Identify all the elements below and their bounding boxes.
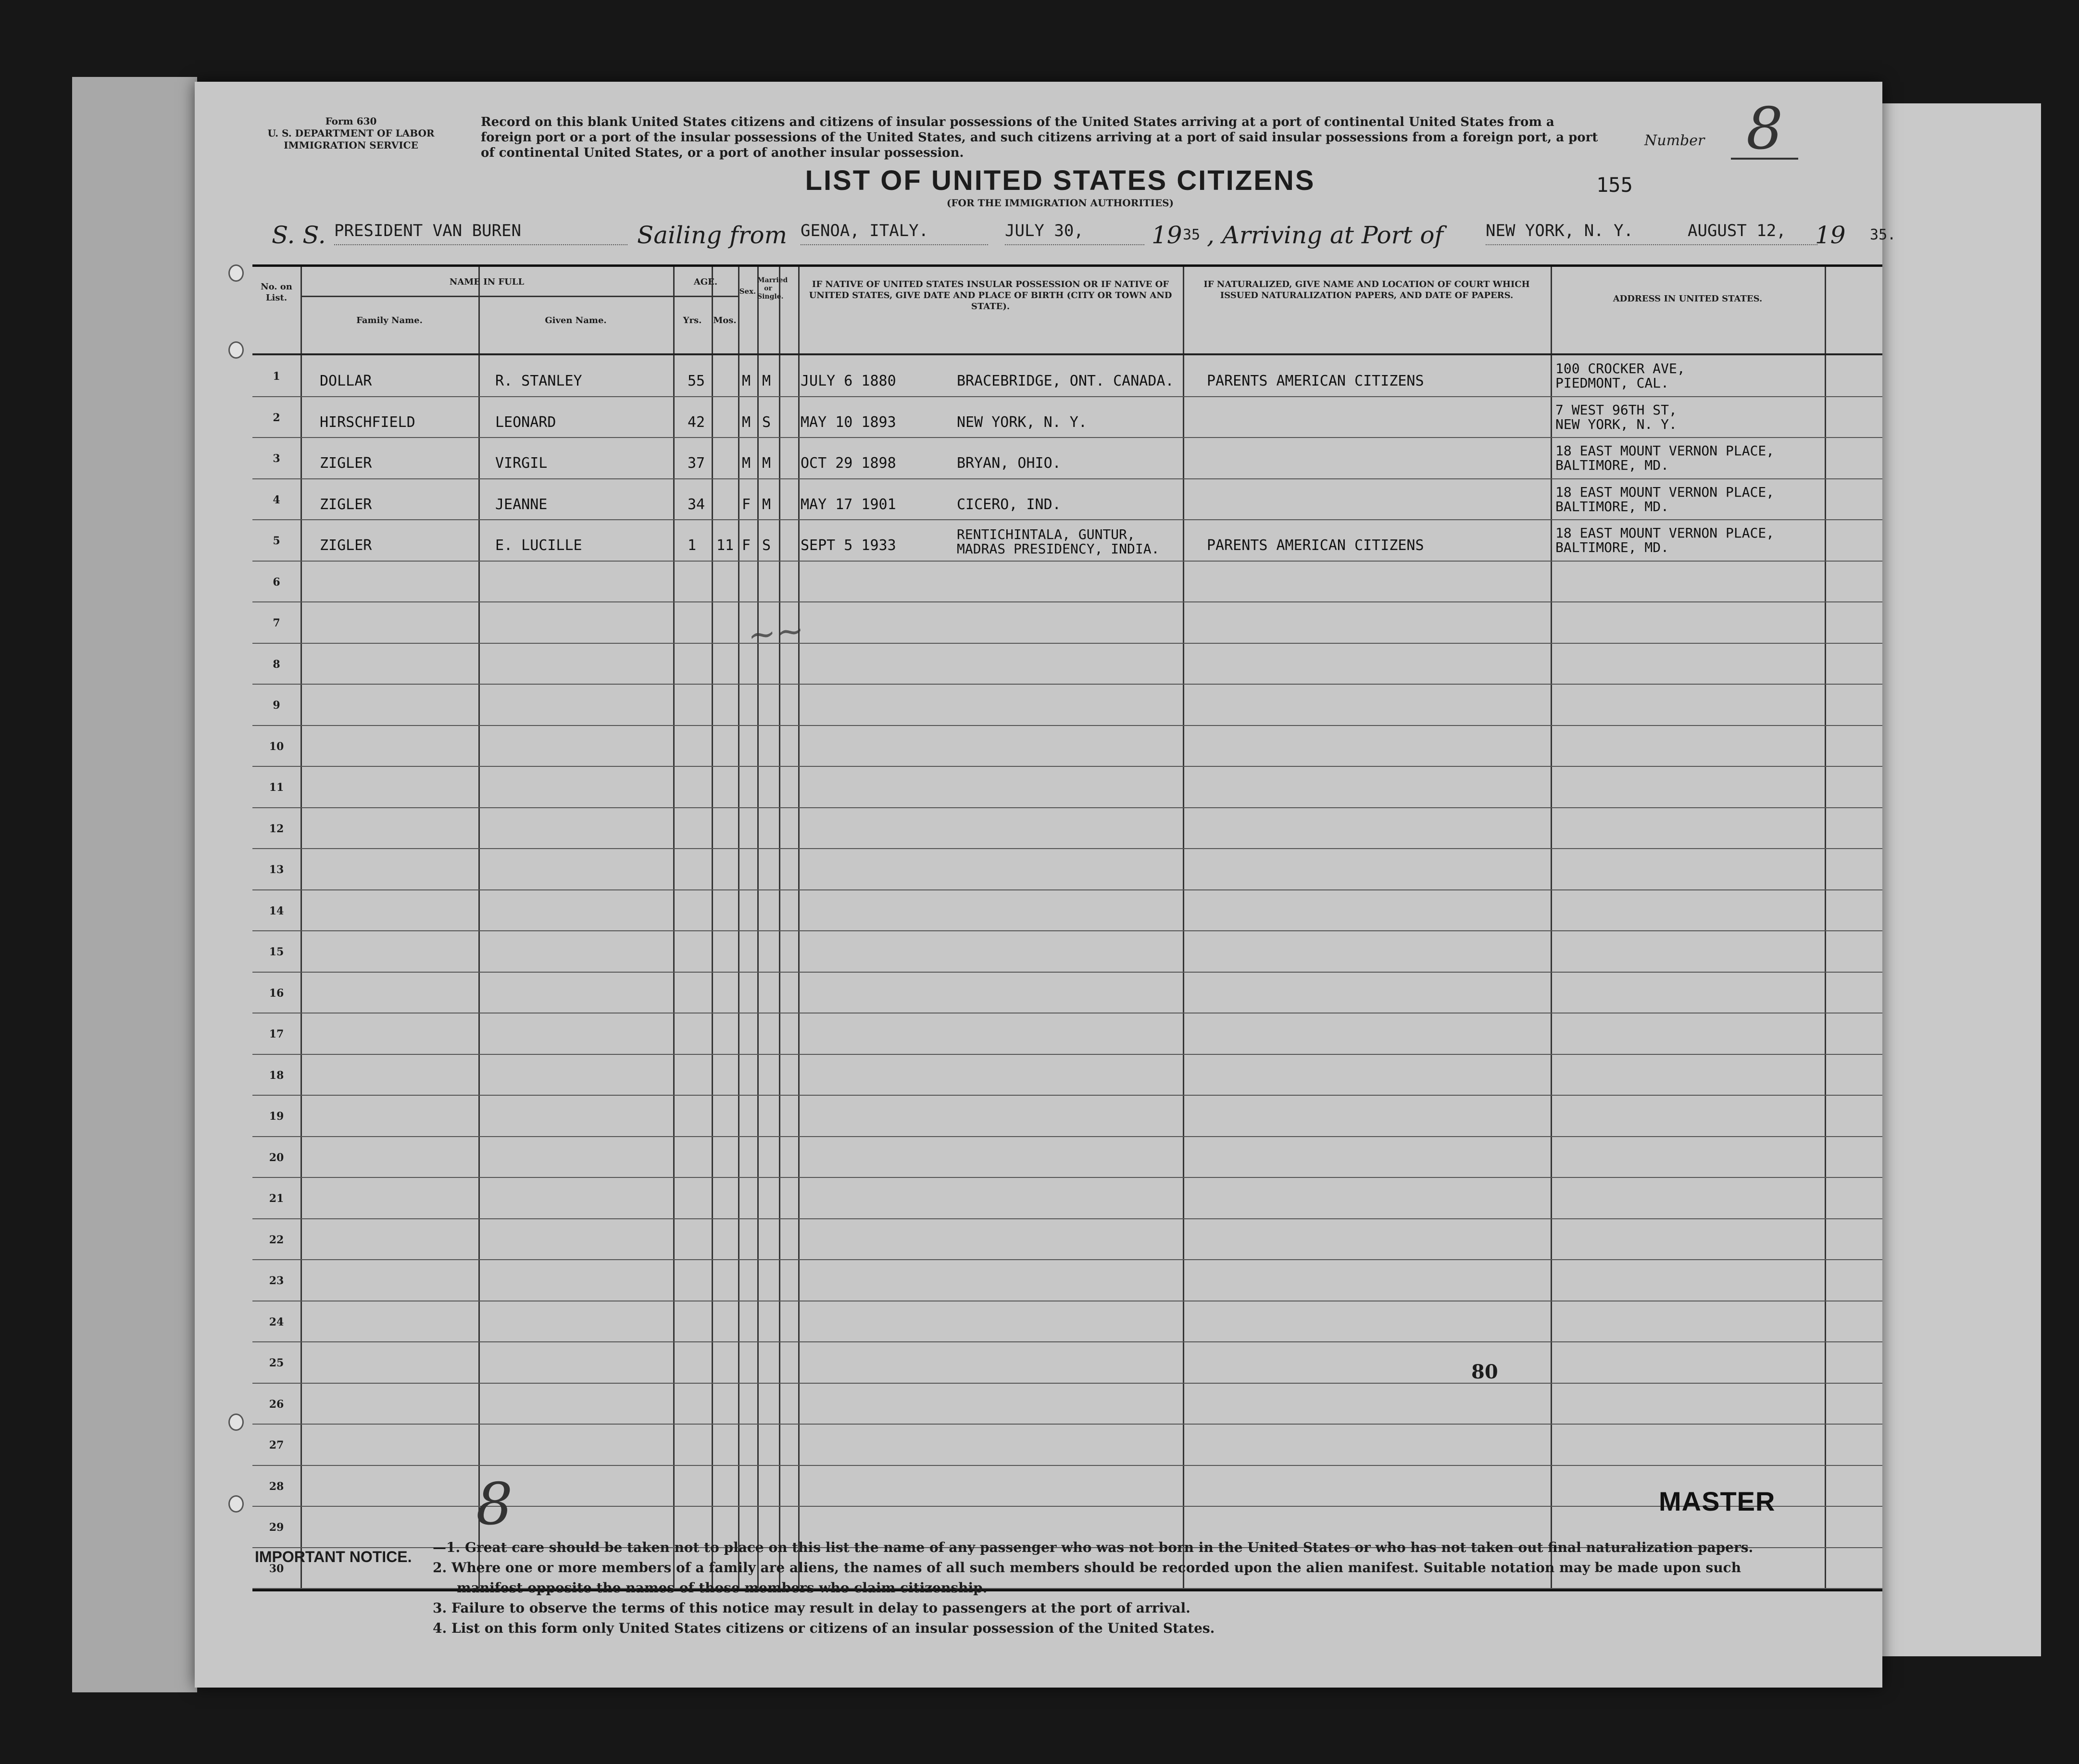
marital-status: M: [762, 455, 771, 472]
list-number: 8: [1731, 101, 1798, 160]
address-line: BALTIMORE, MD.: [1555, 539, 1669, 555]
row-rule: [252, 684, 1882, 685]
passenger-tally: 80: [1471, 1361, 1498, 1383]
col-head-address: ADDRESS IN UNITED STATES.: [1613, 294, 1763, 304]
birth-place: MADRAS PRESIDENCY, INDIA.: [957, 541, 1160, 557]
col-head-no: No. on List.: [261, 282, 292, 303]
age-years: 34: [688, 496, 705, 513]
birth-date: MAY 10 1893: [801, 413, 896, 431]
birth-place: RENTICHINTALA, GUNTUR,: [957, 526, 1135, 542]
birth-place: NEW YORK, N. Y.: [957, 413, 1087, 431]
row-number: 17: [269, 1028, 284, 1040]
row-rule: [252, 601, 1882, 602]
punch-hole: [228, 264, 244, 282]
row-number: 6: [273, 575, 280, 588]
row-number: 11: [269, 781, 284, 794]
punch-hole: [228, 1495, 244, 1513]
marital-status: S: [762, 413, 771, 431]
row-number: 25: [269, 1357, 284, 1369]
notice-item-2-cont: manifest opposite the names of those members who claim citizenship.: [457, 1580, 988, 1596]
number-label: Number: [1644, 132, 1705, 149]
row-number: 2: [273, 411, 280, 424]
age-years: 1: [688, 537, 697, 554]
given-name: E. LUCILLE: [495, 537, 582, 554]
notice-item-3: 3. Failure to observe the terms of this notice may result in delay to passengers at the port of arrival.: [433, 1600, 1190, 1616]
birth-place: BRACEBRIDGE, ONT. CANADA.: [957, 373, 1174, 389]
row-number: 20: [269, 1151, 284, 1164]
row-rule: [252, 437, 1882, 438]
row-number: 24: [269, 1315, 284, 1328]
row-rule: [252, 725, 1882, 726]
voyage-line: [272, 221, 1896, 255]
row-number: 1: [273, 370, 280, 383]
count-mark: 8: [476, 1471, 513, 1538]
row-number: 22: [269, 1233, 284, 1246]
marital-status: M: [762, 496, 771, 513]
row-rule: [252, 1136, 1882, 1137]
row-number: 30: [269, 1562, 284, 1575]
given-name: JEANNE: [495, 496, 548, 513]
row-number: 3: [273, 452, 280, 465]
given-name: LEONARD: [495, 413, 556, 431]
age-months: 11: [716, 537, 734, 554]
naturalization: PARENTS AMERICAN CITIZENS: [1207, 537, 1424, 554]
row-number: 9: [273, 699, 280, 712]
background-page-left: [72, 77, 197, 1692]
row-number: 19: [269, 1110, 284, 1123]
address-line: 18 EAST MOUNT VERNON PLACE,: [1555, 484, 1775, 500]
sailing-date: JULY 30,: [1005, 221, 1144, 245]
row-rule: [252, 848, 1882, 849]
col-head-native: IF NATIVE OF UNITED STATES INSULAR POSSESSION OR IF NATIVE OF UNITED STATES, GIVE DATE AND PLACE OF BIRTH (CITY OR TOWN AND STATE).: [809, 279, 1172, 312]
row-rule: [252, 1218, 1882, 1219]
row-rule: [252, 766, 1882, 767]
address-line: NEW YORK, N. Y.: [1555, 416, 1677, 432]
arrival-port: NEW YORK, N. Y.: [1486, 221, 1692, 245]
manifest-page: [195, 82, 1896, 1688]
row-rule: [252, 1095, 1882, 1096]
row-number: 5: [273, 535, 280, 547]
row-rule: [252, 1465, 1882, 1466]
row-rule: [252, 1424, 1882, 1425]
row-number: 26: [269, 1398, 284, 1411]
notice-item-4: 4. List on this form only United States citizens or citizens of an insular possession of the United States.: [433, 1620, 1215, 1636]
birth-date: SEPT 5 1933: [801, 537, 896, 554]
col-head-sex: Sex.: [739, 287, 756, 296]
punch-hole: [228, 341, 244, 359]
sailing-label: Sailing from: [637, 221, 788, 249]
row-rule: [252, 478, 1882, 479]
address-line: 18 EAST MOUNT VERNON PLACE,: [1555, 525, 1775, 541]
col-head-name: NAME IN FULL: [449, 277, 525, 287]
col-head-given: Given Name.: [545, 315, 607, 325]
address-line: 7 WEST 96TH ST,: [1555, 401, 1677, 418]
notice-item-1: —1. Great care should be taken not to place on this list the name of any passenger who was not born in the United States or who has not taken out final naturalization papers.: [433, 1539, 1753, 1555]
form-number: Form 630: [325, 115, 377, 127]
row-rule: [252, 1054, 1882, 1055]
notice-body: [433, 1538, 1875, 1639]
marital-status: M: [762, 373, 771, 389]
given-name: R. STANLEY: [495, 373, 582, 389]
col-head-married: Married or Single.: [757, 276, 788, 300]
sailing-port: GENOA, ITALY.: [801, 221, 988, 245]
sex: F: [742, 496, 751, 513]
age-years: 37: [688, 455, 705, 472]
col-head-age: AGE.: [693, 277, 718, 287]
row-number: 16: [269, 987, 284, 1000]
address-line: BALTIMORE, MD.: [1555, 498, 1669, 514]
row-rule: [252, 396, 1882, 397]
row-rule: [252, 1259, 1882, 1260]
address-line: PIEDMONT, CAL.: [1555, 375, 1669, 391]
family-name: ZIGLER: [320, 496, 372, 513]
birth-place: BRYAN, OHIO.: [957, 455, 1061, 472]
service-name: IMMIGRATION SERVICE: [284, 139, 418, 151]
page-title: LIST OF UNITED STATES CITIZENS: [805, 165, 1315, 196]
birth-date: MAY 17 1901: [801, 496, 896, 513]
col-head-naturalized: IF NATURALIZED, GIVE NAME AND LOCATION OF COURT WHICH ISSUED NATURALIZATION PAPERS, AND DATE OF PAPERS.: [1203, 279, 1530, 300]
col-head-mos: Mos.: [713, 315, 737, 325]
sailing-year: 35: [1183, 226, 1201, 243]
birth-date: JULY 6 1880: [801, 373, 896, 389]
sex: M: [742, 455, 751, 472]
sex: F: [742, 537, 751, 554]
row-number: 15: [269, 946, 284, 958]
address-line: 18 EAST MOUNT VERNON PLACE,: [1555, 443, 1775, 459]
notice-title: IMPORTANT NOTICE.: [255, 1548, 412, 1565]
given-name: VIRGIL: [495, 455, 548, 472]
row-number: 29: [269, 1521, 284, 1534]
row-rule: [252, 807, 1882, 808]
form-identifier: [250, 115, 452, 151]
passenger-table: [252, 264, 1882, 1591]
row-number: 13: [269, 863, 284, 876]
ss-label: S. S.: [272, 221, 326, 249]
row-number: 8: [273, 658, 280, 671]
birth-date: OCT 29 1898: [801, 455, 896, 472]
sex: M: [742, 413, 751, 431]
col-head-family: Family Name.: [356, 315, 423, 325]
row-rule: [252, 1383, 1882, 1384]
row-rule: [252, 972, 1882, 973]
family-name: DOLLAR: [320, 373, 372, 389]
birth-place: CICERO, IND.: [957, 496, 1061, 513]
page-subtitle: (FOR THE IMMIGRATION AUTHORITIES): [946, 197, 1174, 209]
row-rule: [252, 643, 1882, 644]
row-number: 27: [269, 1439, 284, 1451]
marital-status: S: [762, 537, 771, 554]
ship-name: PRESIDENT VAN BUREN: [334, 221, 627, 245]
notice-item-2: 2. Where one or more members of a family are aliens, the names of all such members should be recorded upon the alien manifest. Suitable notation may be made upon such: [433, 1560, 1741, 1576]
page-number: 155: [1596, 173, 1633, 197]
row-number: 28: [269, 1480, 284, 1493]
row-rule: [252, 519, 1882, 520]
arrival-date: AUGUST 12,: [1688, 221, 1817, 245]
family-name: ZIGLER: [320, 537, 372, 554]
row-number: 12: [269, 822, 284, 835]
row-number: 7: [273, 617, 280, 629]
family-name: HIRSCHFIELD: [320, 413, 415, 431]
age-years: 55: [688, 373, 705, 389]
arrival-year: 35.: [1870, 226, 1896, 243]
row-rule: [252, 889, 1882, 890]
sex: M: [742, 373, 751, 389]
row-number: 18: [269, 1069, 284, 1082]
row-rule: [252, 1341, 1882, 1342]
col-head-yrs: Yrs.: [683, 315, 702, 325]
family-name: ZIGLER: [320, 455, 372, 472]
row-number: 21: [269, 1192, 284, 1205]
arrival-year-prefix: 19: [1815, 221, 1846, 249]
background-page-right: [1878, 103, 2041, 1656]
row-rule: [252, 1177, 1882, 1178]
address-line: BALTIMORE, MD.: [1555, 457, 1669, 473]
handwritten-annotation: ~~: [746, 610, 806, 655]
row-rule: [252, 561, 1882, 562]
form-instructions: Record on this blank United States citizens and citizens of insular possessions of the United States arriving at a port of continental United States from a foreign port or a port of the insular possessions of the United States, and such citizens arriving at a port of said insular possessions from a foreign port, a port of continental United States, or a port of another insular possession.: [481, 115, 1598, 160]
row-number: 10: [269, 740, 284, 753]
address-line: 100 CROCKER AVE,: [1555, 361, 1685, 376]
sailing-year-prefix: 19: [1152, 221, 1182, 249]
row-number: 23: [269, 1275, 284, 1287]
punch-hole: [228, 1414, 244, 1431]
row-number: 4: [273, 493, 280, 506]
row-number: 14: [269, 904, 284, 917]
department-name: U. S. DEPARTMENT OF LABOR: [267, 127, 435, 139]
arriving-label: , Arriving at Port of: [1207, 221, 1444, 249]
master-stamp: MASTER: [1659, 1486, 1776, 1516]
naturalization: PARENTS AMERICAN CITIZENS: [1207, 373, 1424, 389]
age-years: 42: [688, 413, 705, 431]
row-rule: [252, 930, 1882, 931]
